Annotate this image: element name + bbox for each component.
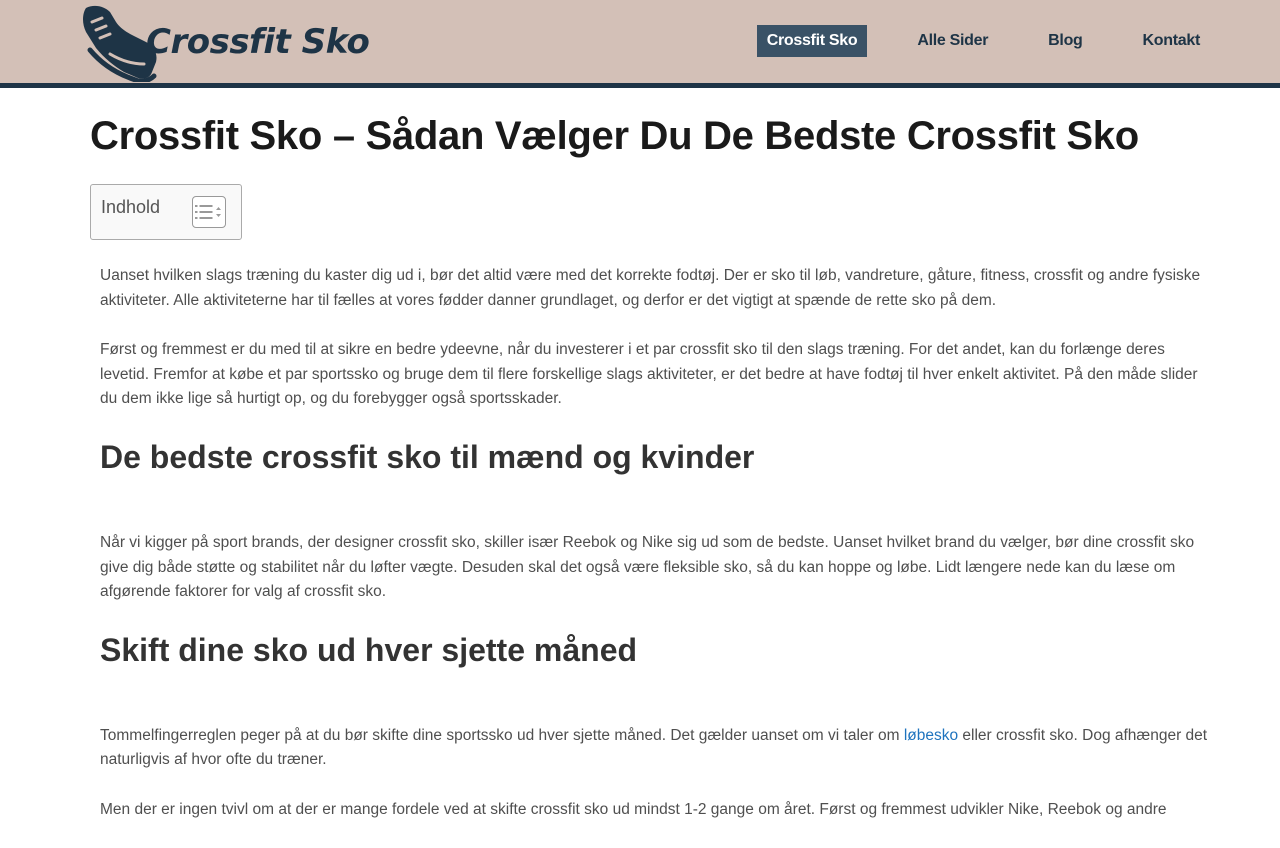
toc-title: Indhold — [101, 197, 161, 217]
site-logo[interactable] — [80, 2, 370, 82]
paragraph-text: Tommelfingerreglen peger på at du bør skifte dine sportssko ud hver sjette måned. Det gælder uanset om vi taler om — [100, 726, 904, 744]
heading-best-shoes: De bedste crossfit sko til mænd og kvinder — [100, 438, 755, 475]
paragraph-intro: Uanset hvilken slags træning du kaster dig ud i, bør det altid være med det korrekte fodtøj. Der er sko til løb, vandreture, gåture, fitness, crossfit og andre fysiske aktiviteter. Alle aktiviteterne har til fælles at vores fødder danner grundlaget, og derfor er det vigtigt at spænde de rette sko på dem. — [100, 267, 1201, 309]
paragraph-performance: Først og fremmest er du med til at sikre en bedre ydeevne, når du investerer i et par crossfit sko til den slags træning. For det andet, kan du forlænge deres levetid. Fremfor at købe et par sportssko og bruge dem til flere forskellige slags aktiviteter, er det bedre at have fodtøj til hver enkelt aktivitet. På den måde slider du dem ikke lige så hurtigt op, og du forebygger også sportsskader. — [100, 341, 1198, 408]
toc-toggle-button[interactable] — [192, 196, 226, 228]
logo-text: Crossfit Sko — [146, 22, 370, 62]
nav-item-kontakt[interactable]: Kontakt — [1142, 32, 1200, 49]
paragraph-advantages: Men der er ingen tvivl om at der er mange fordele ved at skifte crossfit sko ud mindst 1-2 gange om året. Først og fremmest udvikler Nike, Reebok og andre — [100, 800, 1167, 818]
list-toggle-icon — [195, 204, 223, 220]
nav-item-alle-sider[interactable]: Alle Sider — [917, 32, 989, 49]
paragraph-brands: Når vi kigger på sport brands, der designer crossfit sko, skiller især Reebok og Nike sig ud som de bedste. Uanset hvilket brand du vælger, bør dine crossfit sko give dig både støtte og stabilitet når du løfter vægte. Desuden skal det også være fleksible sko, så du kan hoppe og løbe. Lidt længere nede kan du læse om afgørende faktorer for valg af crossfit sko. — [100, 533, 1195, 601]
nav-item-blog[interactable]: Blog — [1048, 32, 1083, 49]
paragraph-text: eller crossfit sko. Dog afhænger det naturligvis af hvor ofte du træner. — [100, 726, 1208, 769]
table-of-contents — [90, 184, 242, 240]
running-shoes-link[interactable]: løbesko — [903, 726, 959, 744]
page-title: Crossfit Sko – Sådan Vælger Du De Bedste Crossfit Sko — [90, 114, 1139, 158]
nav-item-crossfit-sko[interactable]: Crossfit Sko — [757, 25, 868, 57]
main-nav — [757, 25, 1210, 57]
article-content — [100, 264, 1215, 848]
heading-replace-shoes: Skift dine sko ud hver sjette måned — [100, 631, 638, 668]
paragraph-rule-of-thumb — [100, 724, 1215, 773]
site-header — [0, 0, 1280, 88]
